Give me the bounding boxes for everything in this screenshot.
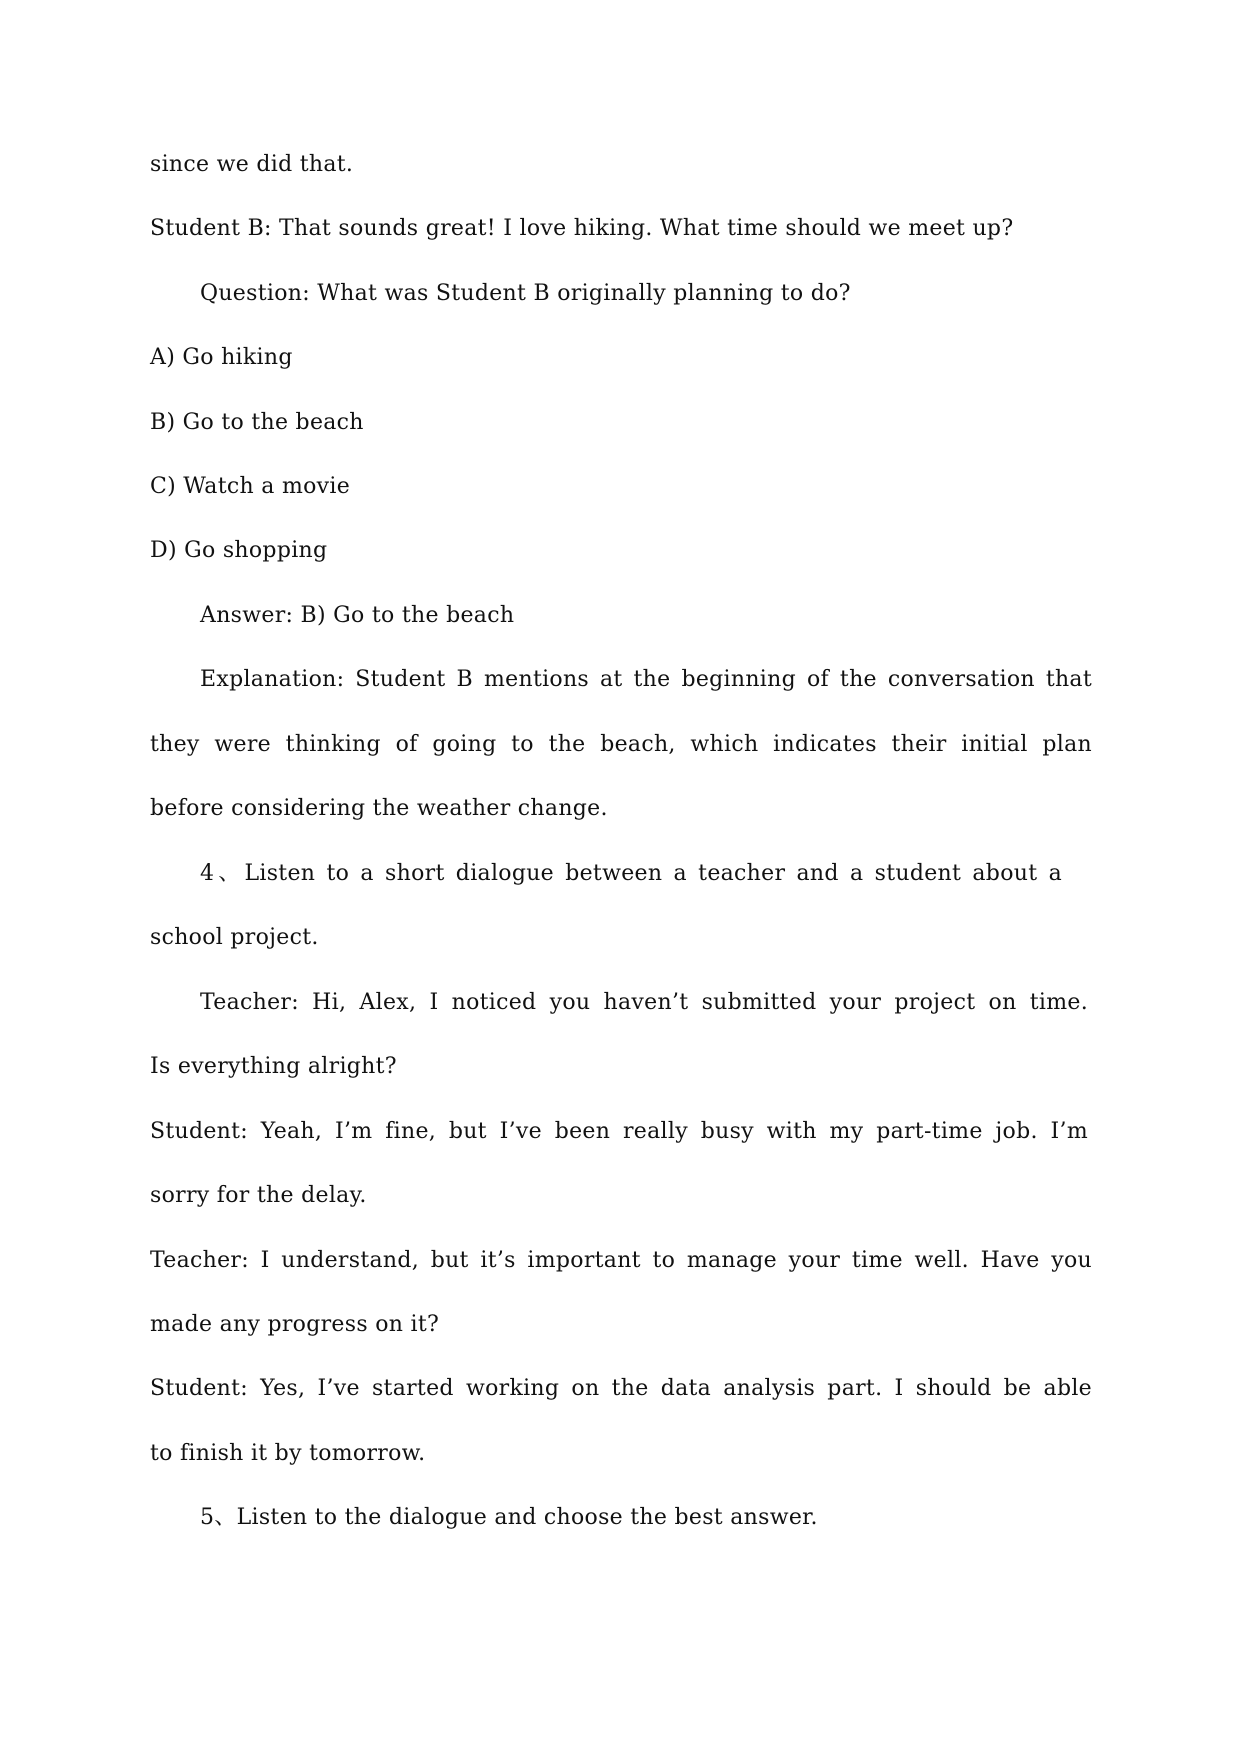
option-c: C) Watch a movie: [150, 474, 351, 499]
answer-text: Answer: B) Go to the beach: [200, 603, 515, 628]
section-heading-continued: school project.: [150, 925, 319, 950]
dialogue-line: sorry for the delay.: [150, 1183, 367, 1208]
section-heading: 4、Listen to a short dialogue between a teacher and a student about a: [200, 861, 1062, 886]
section-heading: 5、Listen to the dialogue and choose the best answer.: [200, 1505, 818, 1530]
explanation-line: before considering the weather change.: [150, 796, 608, 821]
dialogue-line: to finish it by tomorrow.: [150, 1441, 426, 1466]
option-a: A) Go hiking: [150, 345, 293, 370]
option-b: B) Go to the beach: [150, 410, 364, 435]
dialogue-line: made any progress on it?: [150, 1312, 440, 1337]
explanation-line: Explanation: Student B mentions at the beginning of the conversation that: [200, 667, 1092, 692]
dialogue-line: Student B: That sounds great! I love hiking. What time should we meet up?: [150, 216, 1014, 241]
dialogue-line: Teacher: Hi, Alex, I noticed you haven’t submitted your project on time.: [200, 990, 1088, 1015]
explanation-line: they were thinking of going to the beach, which indicates their initial plan: [150, 732, 1092, 757]
option-d: D) Go shopping: [150, 538, 328, 563]
dialogue-line: Is everything alright?: [150, 1054, 397, 1079]
text-line: since we did that.: [150, 152, 354, 177]
dialogue-line: Teacher: I understand, but it’s important to manage your time well. Have you: [150, 1248, 1092, 1273]
question-text: Question: What was Student B originally planning to do?: [200, 281, 851, 306]
dialogue-line: Student: Yeah, I’m fine, but I’ve been really busy with my part-time job. I’m: [150, 1119, 1088, 1144]
dialogue-line: Student: Yes, I’ve started working on the data analysis part. I should be able: [150, 1376, 1092, 1401]
